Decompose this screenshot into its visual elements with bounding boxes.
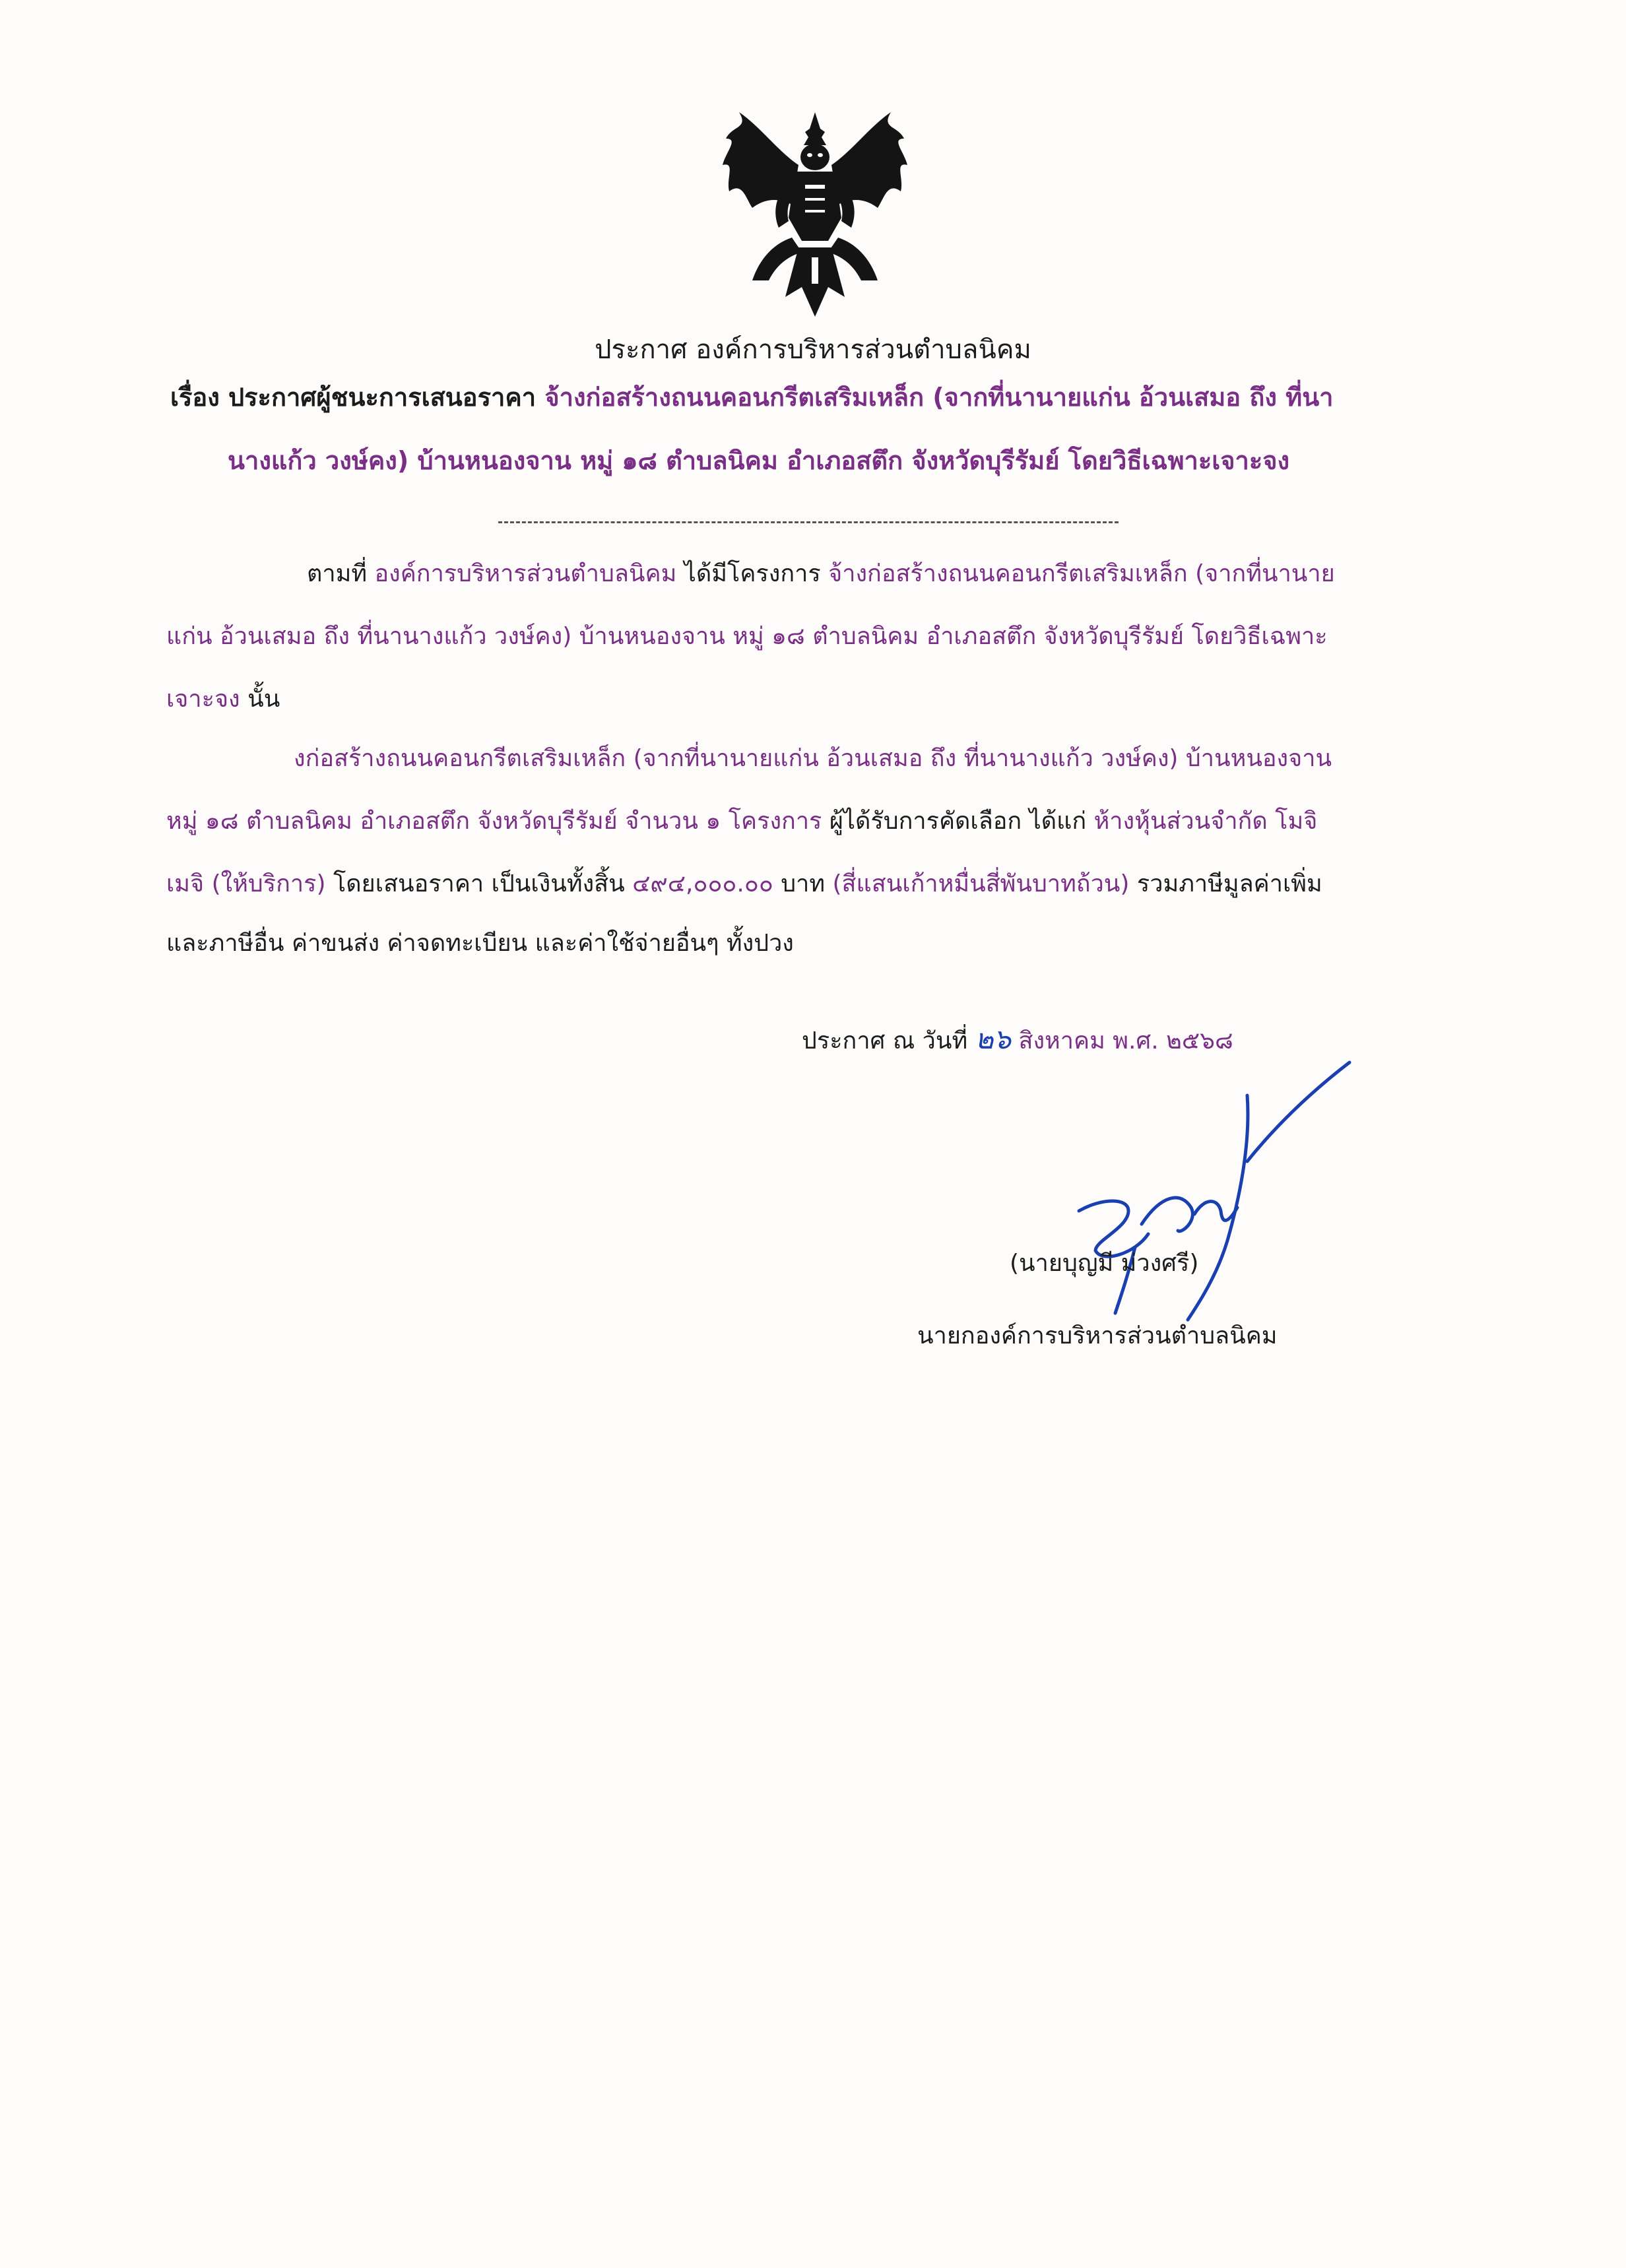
p1-text-line3a: เจาะจง (166, 686, 240, 713)
p1-text-a: ตามที่ (307, 560, 368, 587)
date-month-year: สิงหาคม พ.ศ. ๒๕๖๘ (1018, 1027, 1233, 1054)
subject-line-1 (170, 377, 1334, 417)
signer-name-text: (นายบุญมี ม่วงศรี) (1010, 1250, 1199, 1277)
signer-position-text: นายกองค์การบริหารส่วนตำบลนิคม (917, 1322, 1278, 1349)
p2-winner-name: ห้างหุ้นส่วนจำกัด โมจิ (1093, 808, 1318, 835)
paragraph-2-line-4 (166, 924, 794, 963)
subject-label: เรื่อง ประกาศผู้ชนะการเสนอราคา (170, 383, 537, 412)
handwritten-signature-icon (1029, 1049, 1359, 1326)
p1-org-name: องค์การบริหารส่วนตำบลนิคม (374, 560, 677, 587)
heading-text: ประกาศ องค์การบริหารส่วนตำบลนิคม (595, 335, 1031, 365)
p1-text-c: ได้มีโครงการ (684, 560, 821, 587)
p2-text-line3f: รวมภาษีมูลค่าเพิ่ม (1136, 870, 1322, 897)
p1-text-line2: แก่น อ้วนเสมอ ถึง ที่นานางแก้ว วงษ์คง) บ้านหนองจาน หมู่ ๑๘ ตำบลนิคม อำเภอสตึก จังหวัดบุรีรัมย์ โดยวิธีเฉพาะ (166, 623, 1328, 650)
subject-text-1: จ้างก่อสร้างถนนคอนกรีตเสริมเหล็ก (จากที่นานายแก่น อ้วนเสมอ ถึง ที่นา (544, 383, 1334, 412)
p2-text-line2a: หมู่ ๑๘ ตำบลนิคม อำเภอสตึก จังหวัดบุรีรัมย์ จำนวน ๑ โครงการ (166, 808, 822, 835)
p2-text-line3b: โดยเสนอราคา เป็นเงินทั้งสิ้น (333, 870, 625, 897)
announcement-heading (0, 330, 1626, 370)
p2-text-line4: และภาษีอื่น ค่าขนส่ง ค่าจดทะเบียน และค่าใช้จ่ายอื่นๆ ทั้งปวง (166, 930, 794, 957)
paragraph-2-line-3 (166, 864, 1322, 904)
paragraph-1-line-2 (166, 617, 1328, 657)
paragraph-2-line-1 (294, 739, 1332, 779)
p2-winner-name-cont: เมจิ (ให้บริการ) (166, 870, 326, 897)
paragraph-1-line-3 (166, 680, 280, 719)
date-prefix: ประกาศ ณ วันที่ (802, 1027, 968, 1054)
p1-text-line3b: นั้น (247, 686, 280, 713)
p1-project-name: จ้างก่อสร้างถนนคอนกรีตเสริมเหล็ก (จากที่นานาย (828, 560, 1335, 587)
date-day: ๒๖ (975, 1023, 1012, 1055)
paragraph-2-line-2 (166, 802, 1317, 841)
paragraph-1-line-1 (307, 554, 1335, 594)
subject-line-2 (228, 441, 1289, 480)
p2-text-line1: งก่อสร้างถนนคอนกรีตเสริมเหล็ก (จากที่นานายแก่น อ้วนเสมอ ถึง ที่นานางแก้ว วงษ์คง) บ้านหนองจาน (294, 745, 1332, 772)
signer-position (917, 1316, 1278, 1356)
p2-amount-words: (สี่แสนเก้าหมื่นสี่พันบาทถ้วน) (832, 870, 1130, 897)
subject-text-2: นางแก้ว วงษ์คง) บ้านหนองจาน หมู่ ๑๘ ตำบลนิคม อำเภอสตึก จังหวัดบุรีรัมย์ โดยวิธีเฉพาะเจาะจง (228, 446, 1290, 475)
garuda-emblem-icon (713, 99, 917, 330)
separator-line (498, 521, 1119, 523)
p2-amount: ๔๙๔,๐๐๐.๐๐ (632, 870, 773, 897)
p2-currency: บาท (781, 870, 826, 897)
p2-text-line2b: ผู้ได้รับการคัดเลือก ได้แก่ (829, 808, 1087, 835)
signer-name (1010, 1244, 1198, 1283)
